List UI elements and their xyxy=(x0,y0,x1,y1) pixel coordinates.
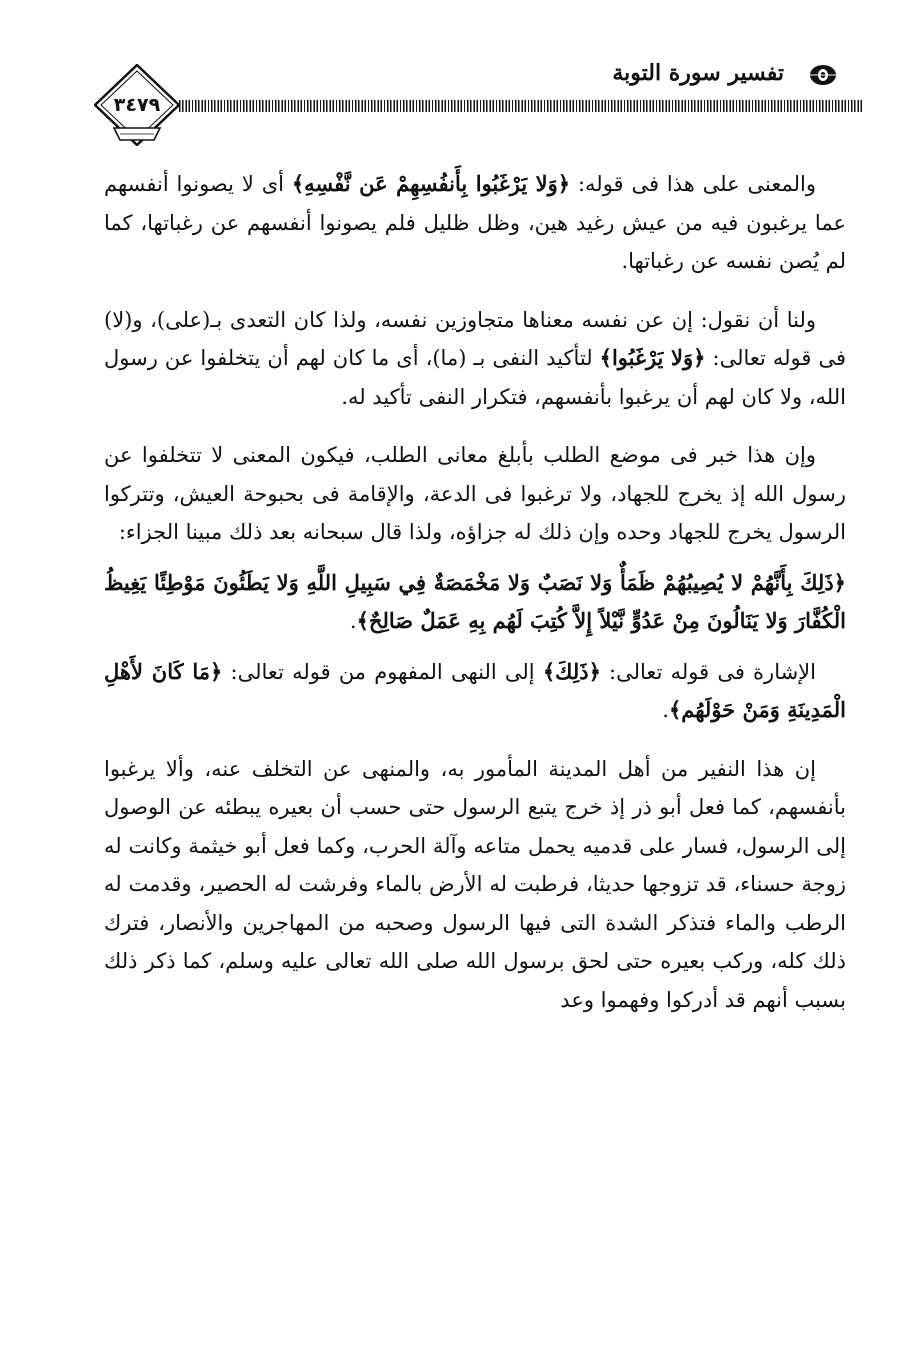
paragraph xyxy=(104,436,846,552)
running-title: تفسير سورة التوبة xyxy=(612,60,784,86)
quranic-quote: ﴿وَلا يَرْغَبُوا﴾ xyxy=(599,345,706,370)
page-number: ٣٤٧٩ xyxy=(113,94,161,116)
paragraph xyxy=(104,653,846,730)
quranic-quote: ﴿ذَلِكَ بِأَنَّهُمْ لا يُصِيبُهُمْ ظَمَأٌ وَلا نَصَبٌ وَلا مَخْمَصَةٌ فِي سَبِيلِ اللَّهِ وَلا يَطَئُونَ مَوْطِئًا يَغِيظُ الْكُفَّارَ وَلا يَنَالُونَ مِنْ عَدُوٍّ نَّيْلاً إِلاَّ كُتِبَ لَهُم بِهِ عَمَلٌ صَالِحٌ﴾ xyxy=(104,569,846,633)
text-segment: . xyxy=(662,698,669,722)
text-segment: إن هذا النفير من أهل المدينة المأمور به، والمنهى عن التخلف عنه، وألا يرغبوا بأنفسهم، كما فعل أبو ذر إذ خرج يتبع الرسول حتى حسب أن بعيره يبطئه عن الوصول إلى الرسول، فسار على قدميه يحمل متاعه وآلة الحرب، وكما فعل أبو خيثمة وكانت له زوجة حسناء، قد تزوجها حديثا، فرطبت له الأرض بالماء وفرشت له الحصير، وقدمت له الرطب والماء فتذكر الشدة التى فيها الرسول وصحبه من المهاجرين والأنصار، فترك ذلك كله، وركب بعيره حتى لحق برسول الله صلى الله تعالى عليه وسلم، كما ذكر ذلك بسبب أنهم قد أدركوا وفهموا وعد xyxy=(104,756,846,1012)
paragraph-gap xyxy=(104,730,846,750)
paragraph xyxy=(104,750,846,1020)
text-segment: أى لا يصونوا أنفسهم عما يرغبون فيه من عيش رغيد هين، وظل ظليل فلم يصونوا أنفسهم عن رغباتها، كما لم يُصن نفسه عن رغباتها. xyxy=(104,172,846,273)
paragraph-gap xyxy=(104,416,846,436)
quranic-quote: ﴿وَلا يَرْغَبُوا بِأَنفُسِهِمْ عَن نَّفْسِهِ﴾ xyxy=(291,171,571,196)
text-segment: ولنا أن نقول: إن عن نفسه معناها متجاوزين نفسه، ولذا كان التعدى بـ(على)، و(لا) فى قوله تعالى: xyxy=(104,307,846,370)
text-segment: وإن هذا خبر فى موضع الطلب بأبلغ معانى الطلب، فيكون المعنى لا تتخلفوا عن رسول الله إذ يخرج للجهاد، ولا ترغبوا فى الدعة، والإقامة فى بحبوحة العيش، وتتركوا الرسول يخرج للجهاد وحده وإن ذلك له جزاؤه، ولذا قال سبحانه بعد ذلك مبينا الجزاء: xyxy=(104,443,846,544)
text-segment: لتأكيد النفى بـ (ما)، أى ما كان لهم أن يتخلفوا عن رسول الله، ولا كان لهم أن يرغبوا بأنفسهم، فتكرار النفى تأكيد له. xyxy=(104,346,846,409)
quranic-quote: ﴿مَا كَانَ لأَهْلِ الْمَدِينَةِ وَمَنْ حَوْلَهُم﴾ xyxy=(104,658,846,722)
text-segment: إلى النهى المفهوم من قوله تعالى: xyxy=(222,659,543,684)
paragraph xyxy=(104,301,846,417)
quranic-quote: ﴿ذَلِكَ﴾ xyxy=(542,658,601,684)
page-header xyxy=(94,56,864,146)
body-text xyxy=(104,165,846,1019)
text-segment: والمعنى على هذا فى قوله: xyxy=(570,172,816,196)
header-rule xyxy=(179,100,864,112)
ornament-icon xyxy=(808,64,838,86)
paragraph-gap xyxy=(104,641,846,653)
paragraph-gap xyxy=(104,281,846,301)
quranic-verse-paragraph xyxy=(104,564,846,641)
text-segment: . xyxy=(349,609,357,633)
text-segment: الإشارة فى قوله تعالى: xyxy=(600,659,816,684)
paragraph xyxy=(104,165,846,281)
paragraph-gap xyxy=(104,552,846,564)
